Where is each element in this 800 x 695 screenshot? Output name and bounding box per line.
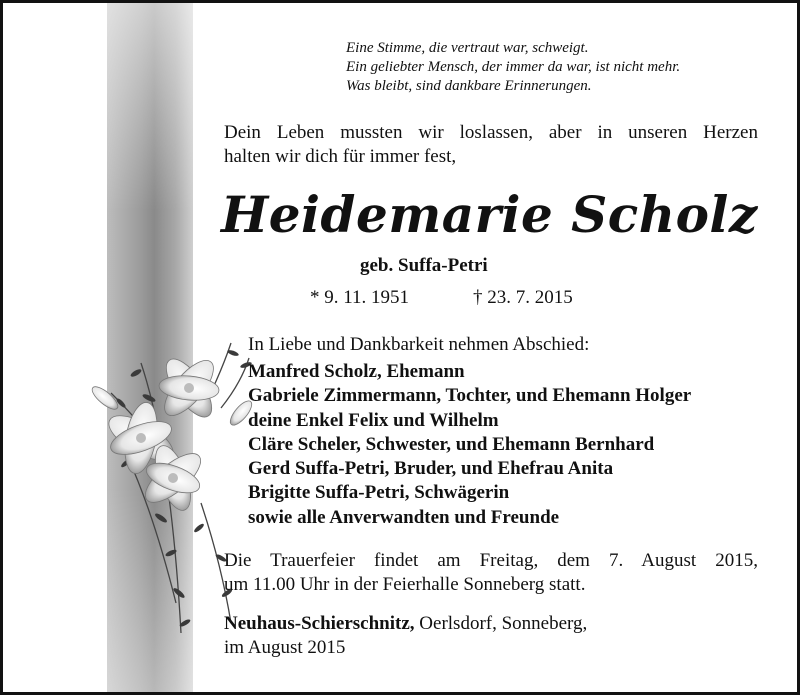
mourner-item: deine Enkel Felix und Wilhelm xyxy=(248,409,499,431)
mourner-list xyxy=(248,360,691,530)
intro-line: Dein Leben mussten wir loslassen, aber in unseren Herzen xyxy=(224,122,758,143)
mourner-item: Gabriele Zimmermann, Tochter, und Ehemann Holger xyxy=(248,385,692,407)
mourner-item: Brigitte Suffa-Petri, Schwägerin xyxy=(248,482,510,504)
mourner-item: Cläre Scheler, Schwester, und Ehemann Bernhard xyxy=(248,433,655,455)
birth-name: geb. Suffa-Petri xyxy=(360,255,488,276)
service-line: Die Trauerfeier findet am Freitag, dem 7. August 2015, xyxy=(224,550,758,571)
funeral-service-info xyxy=(224,549,758,597)
mourner-item: sowie alle Anverwandten und Freunde xyxy=(248,506,560,528)
birth-date: * 9. 11. 1951 xyxy=(310,287,410,308)
place-rest: Oerlsdorf, Sonneberg, xyxy=(414,613,588,634)
deceased-name: Heidemarie Scholz xyxy=(221,185,758,244)
mourner-item: Gerd Suffa-Petri, Bruder, und Ehefrau Anita xyxy=(248,458,614,480)
mourner-item: Manfred Scholz, Ehemann xyxy=(248,361,465,382)
place-primary: Neuhaus-Schierschnitz, xyxy=(224,613,415,634)
memorial-quote xyxy=(346,39,680,96)
intro-text xyxy=(224,121,758,169)
quote-line: Was bleibt, sind dankbare Erinnerungen. xyxy=(346,78,592,94)
intro-line: halten wir dich für immer fest, xyxy=(224,146,457,167)
death-date: † 23. 7. 2015 xyxy=(473,287,573,308)
place-and-date xyxy=(224,612,587,660)
place-line xyxy=(224,612,587,636)
service-line: um 11.00 Uhr in der Feierhalle Sonneberg statt. xyxy=(224,574,586,595)
quote-line: Ein geliebter Mensch, der immer da war, ist nicht mehr. xyxy=(346,59,681,75)
issue-date: im August 2015 xyxy=(224,637,346,658)
farewell-heading: In Liebe und Dankbarkeit nehmen Abschied: xyxy=(248,334,590,355)
quote-line: Eine Stimme, die vertraut war, schweigt. xyxy=(346,40,589,56)
